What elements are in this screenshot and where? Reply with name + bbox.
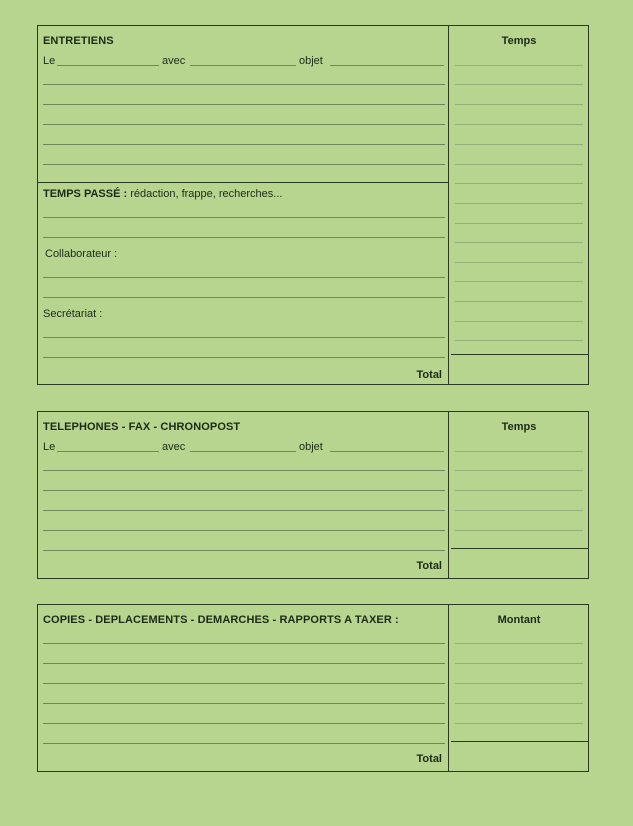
temps-line[interactable] bbox=[455, 65, 583, 66]
temps-line[interactable] bbox=[455, 340, 583, 341]
temps-line[interactable] bbox=[455, 530, 583, 531]
entry-line[interactable] bbox=[43, 470, 445, 471]
avec-label: avec bbox=[162, 55, 186, 67]
section-title: TELEPHONES - FAX - CHRONOPOST bbox=[43, 421, 241, 433]
total-divider bbox=[451, 354, 588, 355]
secretariat-label: Secrétariat : bbox=[43, 308, 103, 320]
entry-line[interactable] bbox=[43, 277, 445, 278]
temps-line[interactable] bbox=[455, 281, 583, 282]
temps-line[interactable] bbox=[455, 104, 583, 105]
entry-line[interactable] bbox=[43, 490, 445, 491]
total-divider bbox=[451, 741, 588, 742]
objet-field[interactable] bbox=[330, 65, 444, 66]
subsection-divider bbox=[38, 182, 448, 183]
entry-line[interactable] bbox=[43, 357, 445, 358]
le-field[interactable] bbox=[57, 451, 159, 452]
entry-line[interactable] bbox=[43, 237, 445, 238]
total-label: Total bbox=[416, 753, 442, 765]
copies-section bbox=[37, 604, 589, 772]
temps-line[interactable] bbox=[455, 470, 583, 471]
temps-line[interactable] bbox=[455, 124, 583, 125]
total-label: Total bbox=[416, 560, 442, 572]
montant-line[interactable] bbox=[455, 643, 583, 644]
objet-label: objet bbox=[299, 441, 323, 453]
entry-line[interactable] bbox=[43, 723, 445, 724]
temps-line[interactable] bbox=[455, 223, 583, 224]
section-title: ENTRETIENS bbox=[43, 35, 114, 47]
temps-line[interactable] bbox=[455, 490, 583, 491]
temps-line[interactable] bbox=[455, 321, 583, 322]
temps-line[interactable] bbox=[455, 510, 583, 511]
entry-line[interactable] bbox=[43, 643, 445, 644]
montant-header: Montant bbox=[497, 614, 541, 626]
entry-line[interactable] bbox=[43, 217, 445, 218]
temps-line[interactable] bbox=[455, 262, 583, 263]
temps-line[interactable] bbox=[455, 84, 583, 85]
objet-field[interactable] bbox=[330, 451, 444, 452]
total-divider bbox=[451, 548, 588, 549]
temps-passe-bold: TEMPS PASSÉ : bbox=[43, 188, 128, 200]
entry-line[interactable] bbox=[43, 683, 445, 684]
le-field[interactable] bbox=[57, 65, 159, 66]
entretiens-section bbox=[37, 25, 589, 385]
avec-label: avec bbox=[162, 441, 186, 453]
temps-line[interactable] bbox=[455, 451, 583, 452]
entry-line[interactable] bbox=[43, 164, 445, 165]
avec-field[interactable] bbox=[190, 451, 296, 452]
section-title: COPIES - DEPLACEMENTS - DEMARCHES - RAPPORTS A TAXER : bbox=[43, 614, 399, 626]
temps-line[interactable] bbox=[455, 242, 583, 243]
entry-line[interactable] bbox=[43, 124, 445, 125]
le-label: Le bbox=[43, 441, 56, 453]
montant-line[interactable] bbox=[455, 663, 583, 664]
avec-field[interactable] bbox=[190, 65, 296, 66]
entry-line[interactable] bbox=[43, 663, 445, 664]
column-divider bbox=[448, 605, 449, 771]
column-divider bbox=[448, 26, 449, 384]
temps-line[interactable] bbox=[455, 164, 583, 165]
entry-line[interactable] bbox=[43, 144, 445, 145]
montant-line[interactable] bbox=[455, 723, 583, 724]
entry-line[interactable] bbox=[43, 550, 445, 551]
collaborateur-label: Collaborateur : bbox=[45, 248, 118, 260]
temps-line[interactable] bbox=[455, 144, 583, 145]
montant-line[interactable] bbox=[455, 683, 583, 684]
temps-line[interactable] bbox=[455, 301, 583, 302]
entry-line[interactable] bbox=[43, 530, 445, 531]
le-label: Le bbox=[43, 55, 56, 67]
entry-line[interactable] bbox=[43, 297, 445, 298]
entry-line[interactable] bbox=[43, 743, 445, 744]
temps-line[interactable] bbox=[455, 183, 583, 184]
entry-line[interactable] bbox=[43, 510, 445, 511]
objet-label: objet bbox=[299, 55, 323, 67]
telephones-section bbox=[37, 411, 589, 579]
temps-passe-rest: rédaction, frappe, recherches... bbox=[127, 188, 283, 200]
entry-line[interactable] bbox=[43, 104, 445, 105]
temps-line[interactable] bbox=[455, 203, 583, 204]
entry-line[interactable] bbox=[43, 703, 445, 704]
temps-passe-label bbox=[43, 188, 282, 200]
entry-line[interactable] bbox=[43, 337, 445, 338]
montant-line[interactable] bbox=[455, 703, 583, 704]
entry-line[interactable] bbox=[43, 84, 445, 85]
temps-header: Temps bbox=[501, 35, 537, 47]
temps-header: Temps bbox=[501, 421, 537, 433]
total-label: Total bbox=[416, 369, 442, 381]
column-divider bbox=[448, 412, 449, 578]
